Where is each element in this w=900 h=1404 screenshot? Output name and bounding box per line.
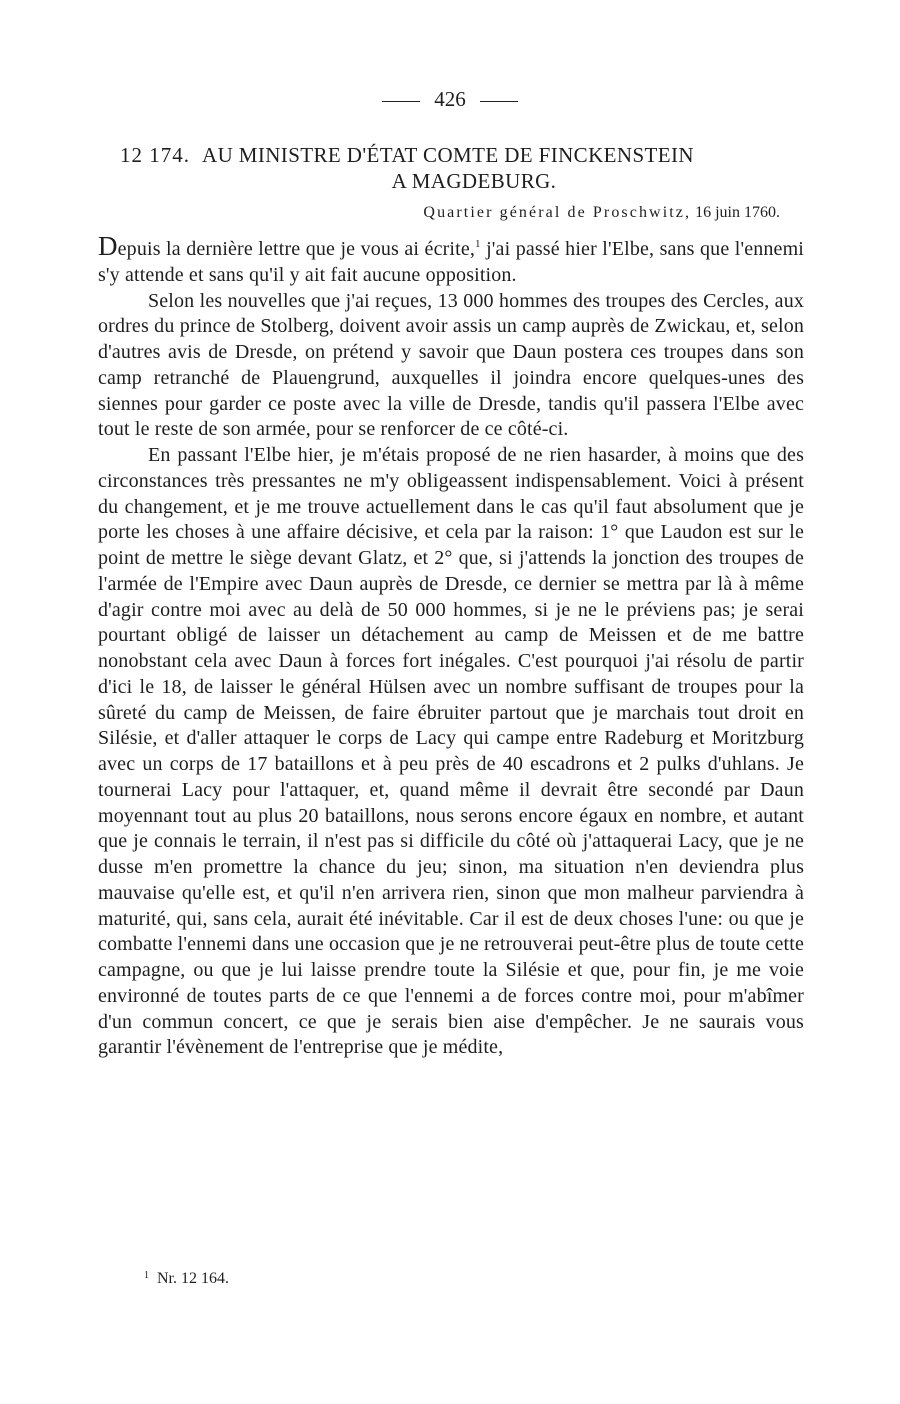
paragraph-1 [98,231,804,289]
paragraph-1-text-b: j'ai passé hier l'Elbe, sans que l'ennemi s'y attende et sans qu'il y ait fait aucune opposition. [98,238,804,286]
paragraph-3: En passant l'Elbe hier, je m'étais proposé de ne rien hasarder, à moins que des circonstances très pressantes ne m'y obligeassent indispensablement. Voici à présent du changement, et je me trouve actuellement dans le cas qu'il faut absolument que je porte les choses à une affaire décisive, et cela par la raison: 1° que Laudon est sur le point de mettre le siège devant Glatz, et 2° que, si j'attends la jonction des troupes de l'armée de l'Empire avec Daun auprès de Dresde, ce dernier se mettra par là à même d'agir contre moi avec au delà de 50 000 hommes, si je ne le préviens pas; je serai pourtant obligé de laisser un détachement au camp de Meissen et de me battre nonobstant cela avec Daun à forces fort inégales. C'est pourquoi j'ai résolu de partir d'ici le 18, de laisser le général Hülsen avec un nombre suffisant de troupes pour la sûreté du camp de Meissen, de faire ébruiter partout que je marchais tout droit en Silésie, et d'aller attaquer le corps de Lacy qui campe entre Radeburg et Moritzburg avec un corps de 17 bataillons et à peu près de 40 escadrons et 2 pulks d'uhlans. Je tournerai Lacy pour l'attaquer, et, quand même il devrait être secondé par Daun moyennant tout au plus 20 bataillons, nous serons encore égaux en nombre, et autant que je connais le terrain, il n'est pas si difficile du côté où j'attaquerai Lacy, que je ne dusse m'en promettre la chance du jeu; sinon, ma situation n'en deviendra plus mauvaise qu'elle est, et qu'il n'en arrivera rien, sinon que mon malheur parviendra à maturité, qui, sans cela, aurait été inévitable. Car il est de deux choses l'une: ou que je combatte l'ennemi dans une occasion que je ne retrouverai peut-être plus de toute cette campagne, ou que je lui laisse prendre toute la Silésie et que, pour fin, je me voie environné de toutes parts de ce que l'ennemi a de forces contre moi, pour m'abîmer d'un commun concert, ce que je serais bien aise d'empêcher. Je ne saurais vous garantir l'évènement de l'entreprise que je médite, [98,444,804,1059]
letter-dateline [423,203,780,223]
paragraph-2: Selon les nouvelles que j'ai reçues, 13 000 hommes des troupes des Cercles, aux ordres du prince de Stolberg, doivent avoir assis un camp auprès de Zwickau, et, selon d'autres avis de Dresde, on prétend y savoir que Daun postera ces troupes dans son camp retranché de Plauengrund, auxquelles il joindra encore quelques-unes des siennes pour garder ce poste avec la ville de Dresde, tandis qu'il passera l'Elbe avec tout le reste de son armée, pour se renforcer de ce côté-ci. [98,289,804,441]
header-rule-left [382,101,420,102]
letter-heading [120,142,800,194]
footnote-text: Nr. 12 164. [157,1270,229,1287]
paragraph-1-text-a: epuis la dernière lettre que je vous ai écrite, [117,238,476,260]
page-number: 426 [434,87,466,111]
dateline-place: Quartier général de Proschwitz, [423,204,692,221]
letter-title-line-2: A MAGDEBURG. [391,169,557,193]
drop-cap: D [98,231,118,261]
page-header [0,86,900,112]
footnote-marker: 1 [144,1270,149,1281]
dateline-date: 16 juin 1760. [695,204,780,221]
letter-title-line-1 [120,142,800,168]
header-rule-right [480,101,518,102]
letter-title-text: AU MINISTRE D'ÉTAT COMTE DE FINCKENSTEIN [202,143,694,167]
footnote [144,1266,229,1289]
letter-body [98,231,804,1061]
footnote-reference: 1 [475,238,481,250]
letter-number: 12 174. [120,143,190,167]
